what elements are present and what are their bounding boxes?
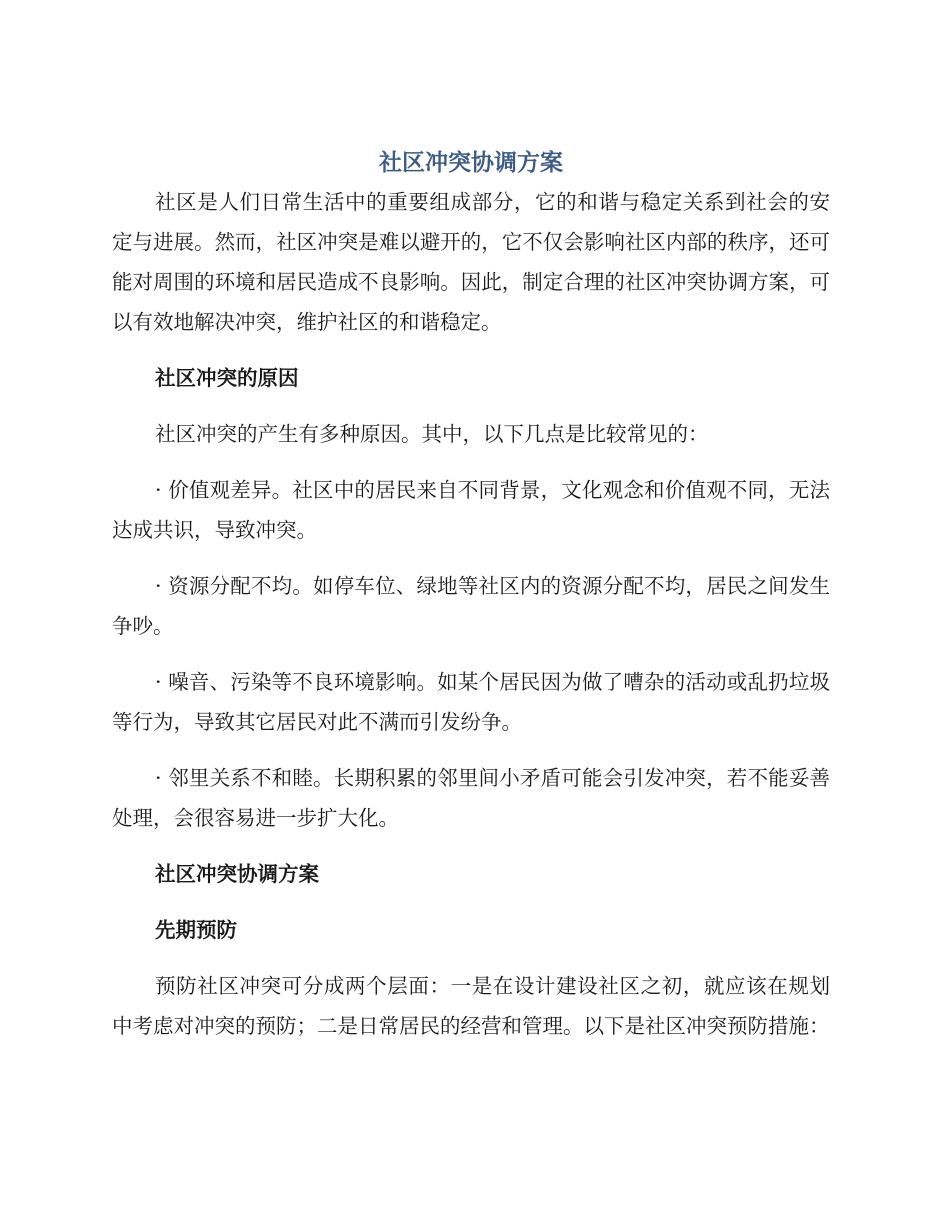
document-body: [112, 146, 830, 1046]
cause-item-values: · 价值观差异。社区中的居民来自不同背景，文化观念和价值观不同，无法达成共识，导致冲突。: [112, 478, 830, 542]
section-heading-causes: 社区冲突的原因: [155, 366, 299, 390]
section-heading-plan: 社区冲突协调方案: [155, 862, 319, 886]
cause-item-neighbors: · 邻里关系不和睦。长期积累的邻里间小矛盾可能会引发冲突，若不能妥善处理，会很容易进一步扩大化。: [112, 766, 830, 830]
cause-item-resources: · 资源分配不均。如停车位、绿地等社区内的资源分配不均，居民之间发生争吵。: [112, 574, 830, 638]
subsection-heading-prevention: 先期预防: [155, 918, 237, 942]
document-title: 社区冲突协调方案: [379, 150, 563, 176]
causes-lead-paragraph: 社区冲突的产生有多种原因。其中，以下几点是比较常见的：: [155, 422, 709, 446]
intro-paragraph: 社区是人们日常生活中的重要组成部分，它的和谐与稳定关系到社会的安定与进展。然而，社区冲突是难以避开的，它不仅会影响社区内部的秩序，还可能对周围的环境和居民造成不良影响。因此，制定合理的社区冲突协调方案，可以有效地解决冲突，维护社区的和谐稳定。: [112, 190, 830, 334]
prevention-paragraph: 预防社区冲突可分成两个层面：一是在设计建设社区之初，就应该在规划中考虑对冲突的预防；二是日常居民的经营和管理。以下是社区冲突预防措施：: [112, 974, 830, 1038]
cause-item-environment: · 噪音、污染等不良环境影响。如某个居民因为做了嘈杂的活动或乱扔垃圾等行为，导致其它居民对此不满而引发纷争。: [112, 670, 830, 734]
